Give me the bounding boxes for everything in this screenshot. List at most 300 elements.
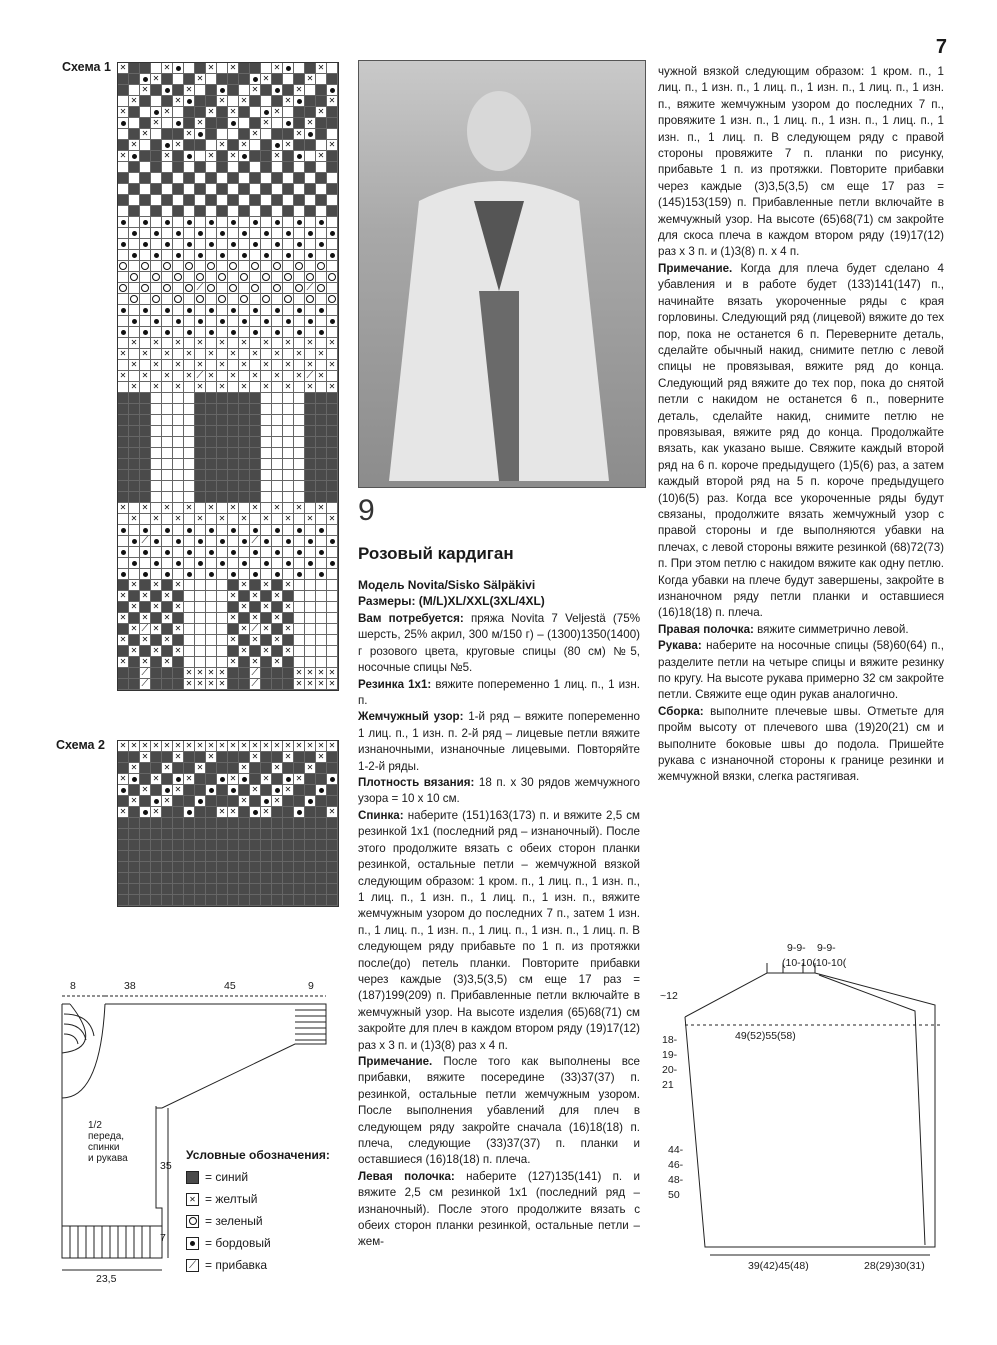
chart-cell	[239, 107, 250, 118]
chart-cell	[272, 763, 283, 774]
chart-cell	[184, 360, 195, 371]
chart-cell	[118, 173, 129, 184]
chart-cell	[118, 591, 129, 602]
chart-cell	[272, 558, 283, 569]
chart-cell	[151, 646, 162, 657]
chart-cell	[206, 591, 217, 602]
chart-cell	[283, 448, 294, 459]
chart-cell	[162, 272, 173, 283]
chart-cell	[195, 514, 206, 525]
chart-cell	[118, 470, 129, 481]
chart-cell	[217, 796, 228, 807]
chart-cell	[162, 591, 173, 602]
chart-cell	[151, 840, 162, 851]
chart-cell	[272, 327, 283, 338]
chart-cell	[195, 774, 206, 785]
chart-cell	[294, 393, 305, 404]
chart-cell	[272, 107, 283, 118]
chart-cell	[283, 580, 294, 591]
chart-cell	[261, 763, 272, 774]
chart-cell	[206, 129, 217, 140]
paragraph	[658, 638, 944, 704]
chart-cell	[151, 873, 162, 884]
chart-cell	[327, 426, 338, 437]
chart-cell	[118, 602, 129, 613]
chart-cell	[162, 239, 173, 250]
chart-cell	[217, 206, 228, 217]
chart-cell	[305, 371, 316, 382]
chart-cell	[217, 294, 228, 305]
chart-cell	[305, 851, 316, 862]
chart-cell	[294, 635, 305, 646]
chart-cell	[173, 63, 184, 74]
chart-cell	[195, 206, 206, 217]
chart-cell	[217, 63, 228, 74]
chart-cell	[261, 569, 272, 580]
chart-cell	[206, 547, 217, 558]
chart-cell	[228, 752, 239, 763]
chart-cell	[316, 657, 327, 668]
chart-cell	[217, 239, 228, 250]
chart-cell	[283, 547, 294, 558]
chart-cell	[151, 404, 162, 415]
chart-cell	[162, 851, 173, 862]
chart-cell	[151, 818, 162, 829]
chart-cell	[261, 173, 272, 184]
chart-cell	[217, 129, 228, 140]
chart-cell	[272, 646, 283, 657]
chart-cell	[305, 624, 316, 635]
chart-cell	[250, 851, 261, 862]
chart-cell	[261, 63, 272, 74]
chart-cell	[184, 393, 195, 404]
chart-cell	[294, 415, 305, 426]
chart-cell	[129, 657, 140, 668]
chart-cell	[283, 195, 294, 206]
chart-cell	[327, 591, 338, 602]
chart-cell	[283, 272, 294, 283]
chart-cell	[206, 360, 217, 371]
chart-cell	[272, 818, 283, 829]
sleeve-pattern-diagram	[655, 945, 955, 1285]
chart-cell	[217, 426, 228, 437]
dim-38: 38	[124, 980, 136, 992]
chart-cell	[162, 602, 173, 613]
swatch-dark-icon	[186, 1171, 199, 1184]
chart-cell	[140, 294, 151, 305]
chart-cell	[195, 239, 206, 250]
chart-cell	[151, 96, 162, 107]
chart-cell	[195, 613, 206, 624]
chart-cell	[305, 785, 316, 796]
chart-cell	[118, 657, 129, 668]
chart-cell	[294, 536, 305, 547]
chart-cell	[140, 162, 151, 173]
chart-cell	[327, 151, 338, 162]
chart-cell	[327, 327, 338, 338]
chart-cell	[162, 173, 173, 184]
chart-cell	[217, 327, 228, 338]
chart-cell	[239, 613, 250, 624]
chart-cell	[327, 873, 338, 884]
chart-cell	[162, 162, 173, 173]
chart-cell	[162, 261, 173, 272]
chart-cell	[118, 807, 129, 818]
chart-cell	[283, 151, 294, 162]
chart-cell	[162, 195, 173, 206]
chart-cell	[140, 613, 151, 624]
chart-cell	[184, 118, 195, 129]
chart-cell	[283, 895, 294, 906]
chart-cell	[239, 624, 250, 635]
chart-cell	[316, 525, 327, 536]
chart-cell	[316, 151, 327, 162]
chart-cell	[305, 382, 316, 393]
chart-cell	[217, 763, 228, 774]
chart-cell	[151, 602, 162, 613]
chart-cell	[239, 503, 250, 514]
chart-cell	[239, 591, 250, 602]
swatch-slash-icon	[186, 1259, 199, 1272]
chart-cell	[228, 884, 239, 895]
chart-cell	[261, 862, 272, 873]
chart-cell	[239, 459, 250, 470]
chart-cell	[162, 569, 173, 580]
chart-cell	[239, 316, 250, 327]
dim-left-side	[668, 1143, 683, 1203]
chart-cell	[184, 173, 195, 184]
chart-cell	[195, 492, 206, 503]
chart-cell	[250, 228, 261, 239]
chart-cell	[272, 184, 283, 195]
chart-cell	[250, 774, 261, 785]
chart-cell	[206, 283, 217, 294]
chart-cell	[327, 741, 338, 752]
chart-cell	[250, 283, 261, 294]
chart-cell	[206, 140, 217, 151]
chart-cell	[316, 470, 327, 481]
chart-cell	[151, 184, 162, 195]
chart-cell	[118, 829, 129, 840]
chart-cell	[283, 785, 294, 796]
chart-cell	[151, 294, 162, 305]
chart-cell	[283, 63, 294, 74]
dim-7: 7	[160, 1232, 166, 1244]
chart-cell	[195, 752, 206, 763]
chart-cell	[283, 613, 294, 624]
chart-cell	[283, 807, 294, 818]
chart-cell	[327, 470, 338, 481]
chart-cell	[173, 580, 184, 591]
chart-cell	[305, 895, 316, 906]
chart-cell	[294, 895, 305, 906]
chart-cell	[294, 404, 305, 415]
chart-cell	[272, 884, 283, 895]
chart-cell	[206, 580, 217, 591]
chart-cell	[151, 884, 162, 895]
paragraph	[358, 677, 640, 710]
chart-cell	[294, 426, 305, 437]
chart-cell	[250, 873, 261, 884]
chart-cell	[316, 85, 327, 96]
chart-cell	[250, 349, 261, 360]
chart-cell	[184, 305, 195, 316]
chart-cell	[294, 873, 305, 884]
chart-cell	[283, 470, 294, 481]
chart-cell	[206, 261, 217, 272]
chart-cell	[151, 679, 162, 690]
chart-cell	[206, 437, 217, 448]
chart-cell	[129, 294, 140, 305]
chart-cell	[261, 525, 272, 536]
chart-cell	[327, 360, 338, 371]
chart-cell	[283, 162, 294, 173]
chart-cell	[217, 96, 228, 107]
chart-cell	[129, 492, 140, 503]
chart-cell	[206, 327, 217, 338]
chart-cell	[272, 807, 283, 818]
chart-cell	[294, 679, 305, 690]
chart-cell	[272, 536, 283, 547]
chart-cell	[261, 635, 272, 646]
chart-cell	[272, 668, 283, 679]
chart-cell	[305, 327, 316, 338]
chart-cell	[162, 558, 173, 569]
chart-cell	[162, 360, 173, 371]
chart-cell	[195, 873, 206, 884]
chart-cell	[272, 371, 283, 382]
chart-cell	[162, 151, 173, 162]
chart-cell	[217, 536, 228, 547]
chart-cell	[272, 785, 283, 796]
sizes: Размеры: (M/L)XL/XXL(3XL/4XL)	[358, 594, 545, 608]
chart-cell	[272, 492, 283, 503]
chart-cell	[228, 807, 239, 818]
chart-cell	[173, 85, 184, 96]
chart-cell	[261, 514, 272, 525]
chart-cell	[239, 294, 250, 305]
chart-cell	[195, 74, 206, 85]
chart-cell	[118, 85, 129, 96]
chart-cell	[316, 140, 327, 151]
chart-cell	[250, 96, 261, 107]
chart-cell	[294, 503, 305, 514]
chart-cell	[283, 829, 294, 840]
chart-cell	[305, 393, 316, 404]
chart-cell	[228, 140, 239, 151]
chart-cell	[129, 173, 140, 184]
chart-cell	[151, 796, 162, 807]
page-number: 7	[935, 36, 947, 58]
chart-cell	[140, 873, 151, 884]
chart-cell	[250, 85, 261, 96]
chart-cell	[162, 547, 173, 558]
chart-cell	[162, 481, 173, 492]
chart-cell	[239, 327, 250, 338]
chart-cell	[228, 829, 239, 840]
chart-cell	[184, 239, 195, 250]
chart-cell	[129, 305, 140, 316]
chart-cell	[184, 492, 195, 503]
legend-label: = желтый	[205, 1192, 258, 1206]
chart-cell	[140, 173, 151, 184]
chart-cell	[239, 261, 250, 272]
chart-cell	[151, 250, 162, 261]
chart-cell	[151, 140, 162, 151]
chart-cell	[184, 635, 195, 646]
chart-cell	[129, 536, 140, 547]
chart-cell	[129, 580, 140, 591]
chart-cell	[239, 173, 250, 184]
chart-cell	[118, 206, 129, 217]
chart-cell	[184, 228, 195, 239]
chart-cell	[184, 448, 195, 459]
chart-cell	[250, 63, 261, 74]
chart-cell	[140, 426, 151, 437]
chart-cell	[129, 96, 140, 107]
chart-cell	[283, 503, 294, 514]
paragraph-text: наберите (127)135(141) п. и вяжите 2,5 см резинкой 1х1 (последний ряд – изнаночный). После этого продолжите вязать с обеих сторон планки резинкой, остальные петли – жем-	[358, 1169, 640, 1249]
chart-cell	[261, 118, 272, 129]
chart-cell	[228, 646, 239, 657]
paragraph-heading: Плотность вязания:	[358, 776, 475, 790]
chart-cell	[151, 349, 162, 360]
chart-cell	[173, 162, 184, 173]
chart-cell	[272, 635, 283, 646]
chart-cell	[151, 547, 162, 558]
chart-cell	[118, 349, 129, 360]
chart-cell	[272, 195, 283, 206]
chart-cell	[283, 862, 294, 873]
chart-cell	[272, 305, 283, 316]
chart-cell	[239, 514, 250, 525]
chart-cell	[316, 96, 327, 107]
chart-cell	[261, 327, 272, 338]
chart-cell	[283, 818, 294, 829]
chart-cell	[118, 873, 129, 884]
chart-cell	[239, 763, 250, 774]
chart-cell	[162, 305, 173, 316]
chart-cell	[272, 173, 283, 184]
chart-cell	[206, 752, 217, 763]
chart-cell	[294, 316, 305, 327]
schema2-label: Схема 2	[56, 738, 105, 752]
chart-cell	[173, 503, 184, 514]
chart-cell	[118, 547, 129, 558]
chart-cell	[272, 525, 283, 536]
chart-cell	[140, 514, 151, 525]
chart-cell	[294, 774, 305, 785]
chart-cell	[118, 415, 129, 426]
chart-cell	[239, 195, 250, 206]
chart-cell	[173, 895, 184, 906]
chart-cell	[272, 657, 283, 668]
chart-cell	[206, 85, 217, 96]
chart-cell	[305, 840, 316, 851]
paragraph-heading: Сборка:	[658, 704, 704, 718]
chart-cell	[294, 862, 305, 873]
chart-cell	[129, 382, 140, 393]
chart-cell	[272, 217, 283, 228]
chart-cell	[173, 228, 184, 239]
chart-cell	[173, 184, 184, 195]
chart-cell	[305, 415, 316, 426]
chart-cell	[283, 85, 294, 96]
chart-cell	[228, 338, 239, 349]
chart-cell	[327, 657, 338, 668]
chart-cell	[217, 481, 228, 492]
chart-cell	[316, 840, 327, 851]
caption-line: переда,	[88, 1131, 125, 1142]
chart-cell	[140, 657, 151, 668]
chart-cell	[140, 580, 151, 591]
chart-cell	[261, 294, 272, 305]
chart-cell	[327, 807, 338, 818]
chart-cell	[239, 785, 250, 796]
paragraph	[358, 709, 640, 775]
chart-cell	[206, 624, 217, 635]
chart-cell	[327, 415, 338, 426]
chart-cell	[217, 74, 228, 85]
chart-cell	[305, 294, 316, 305]
chart-cell	[129, 785, 140, 796]
chart-cell	[228, 261, 239, 272]
chart-cell	[217, 151, 228, 162]
chart-cell	[250, 602, 261, 613]
dim-mid: 49(52)55(58)	[735, 1030, 796, 1042]
legend-label: = зеленый	[205, 1214, 263, 1228]
chart-cell	[140, 382, 151, 393]
chart-cell	[305, 829, 316, 840]
chart-cell	[217, 829, 228, 840]
chart-cell	[195, 635, 206, 646]
chart-cell	[195, 261, 206, 272]
chart-cell	[173, 602, 184, 613]
chart-cell	[316, 481, 327, 492]
dim-line: 48-	[668, 1174, 684, 1186]
chart-cell	[173, 646, 184, 657]
chart-cell	[140, 437, 151, 448]
chart-cell	[184, 327, 195, 338]
chart-cell	[283, 646, 294, 657]
chart-cell	[261, 448, 272, 459]
chart-cell	[151, 415, 162, 426]
chart-cell	[283, 239, 294, 250]
chart-cell	[129, 646, 140, 657]
chart-cell	[327, 74, 338, 85]
chart-cell	[140, 503, 151, 514]
chart-cell	[184, 624, 195, 635]
chart-cell	[239, 646, 250, 657]
chart-cell	[129, 415, 140, 426]
chart-cell	[118, 74, 129, 85]
chart-cell	[184, 272, 195, 283]
chart-cell	[206, 404, 217, 415]
chart-cell	[140, 404, 151, 415]
chart-cell	[272, 840, 283, 851]
chart-cell	[250, 184, 261, 195]
chart-cell	[162, 327, 173, 338]
legend-item-increase	[186, 1254, 330, 1276]
chart-cell	[305, 250, 316, 261]
chart-cell	[272, 547, 283, 558]
paragraph-text: вяжите попеременно 1 лиц. п., 1 изн. п.	[358, 677, 640, 708]
chart-cell	[250, 818, 261, 829]
chart-cell	[195, 862, 206, 873]
chart-cell	[140, 140, 151, 151]
chart-cell	[195, 569, 206, 580]
chart-cell	[250, 415, 261, 426]
